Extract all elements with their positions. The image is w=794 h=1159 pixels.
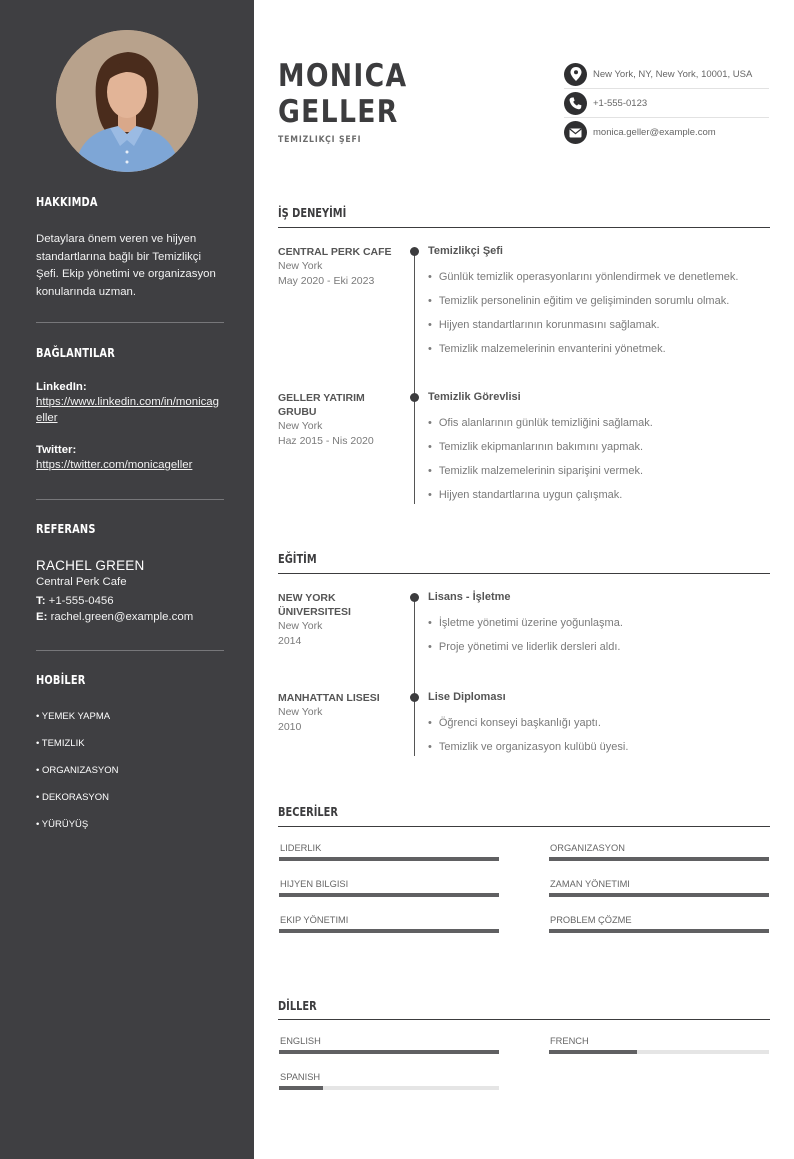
about-section [36, 195, 224, 209]
language-bar [549, 1050, 769, 1054]
degree-title: Lise Diploması [428, 691, 506, 703]
location: New York [278, 260, 323, 272]
organization: MANHATTAN LISESI [278, 692, 380, 704]
skill-label: ORGANIZASYON [550, 843, 625, 853]
skill-bar [549, 929, 769, 933]
contact-email [564, 118, 769, 147]
reference-phone-label: T: [36, 595, 46, 607]
list-item: • DEKORASYON [36, 792, 110, 803]
reference-phone-row [36, 593, 224, 609]
organization: NEW YORK ÜNIVERSITESI [278, 592, 351, 618]
first-name: MONICA [278, 58, 408, 94]
list-item: • ORGANIZASYON [36, 765, 119, 776]
avatar [56, 30, 198, 172]
skill-bar-fill [549, 893, 769, 897]
skills-title: BECERİLER [278, 805, 338, 819]
skill-bar [549, 857, 769, 861]
links-section [36, 346, 224, 360]
skill-bar-fill [279, 929, 499, 933]
contact-address [564, 60, 769, 89]
education-entry-1 [278, 591, 396, 649]
twitter-label: Twitter: [36, 444, 77, 456]
reference-phone: +1-555-0456 [48, 595, 114, 607]
skill-item [549, 842, 769, 861]
language-item [549, 1035, 769, 1054]
list-item: • Temizlik personelinin eğitim ve gelişiminden sorumlu olmak. [428, 295, 729, 307]
language-bar-fill [279, 1086, 323, 1090]
reference-company: Central Perk Cafe [36, 576, 127, 588]
contact-phone [564, 89, 769, 118]
role-title: Temizlikçi Şefi [428, 245, 503, 257]
education-timeline [414, 597, 415, 756]
person-name [278, 58, 407, 130]
email-text: monica.geller@example.com [593, 127, 716, 138]
sidebar-divider [36, 650, 224, 651]
phone-icon [564, 92, 587, 115]
list-item: • Temizlik malzemelerinin siparişini vermek. [428, 465, 643, 477]
list-item: • Öğrenci konseyi başkanlığı yaptı. [428, 717, 601, 729]
sidebar-divider [36, 322, 224, 323]
linkedin-link[interactable]: https://www.linkedin.com/in/monicageller [36, 396, 219, 424]
experience-title: İŞ DENEYİMİ [278, 206, 347, 220]
section-rule [278, 1019, 770, 1020]
role-title: Temizlik Görevlisi [428, 391, 521, 403]
list-item: • YEMEK YAPMA [36, 711, 111, 722]
degree-title: Lisans - İşletme [428, 591, 511, 603]
about-text-wrap [36, 231, 224, 301]
list-item: • YÜRÜYÜŞ [36, 819, 89, 830]
language-bar [279, 1050, 499, 1054]
education-entry-2 [278, 691, 396, 735]
hobbies-list [36, 710, 224, 845]
education-title: EĞİTİM [278, 552, 317, 566]
reference-email-row [36, 609, 224, 625]
language-bar-fill [549, 1050, 637, 1054]
skill-bar-fill [549, 929, 769, 933]
language-label: SPANISH [280, 1072, 321, 1082]
skill-item [279, 878, 499, 897]
reference-title: REFERANS [36, 522, 96, 536]
language-label: ENGLISH [280, 1036, 321, 1046]
timeline-dot [410, 693, 419, 702]
list-item: • Temizlik ekipmanlarının bakımını yapmak. [428, 441, 643, 453]
timeline-dot [410, 247, 419, 256]
skill-label: ZAMAN YÖNETIMI [550, 879, 630, 889]
reference-section [36, 522, 224, 536]
dates: Haz 2015 - Nis 2020 [278, 435, 374, 447]
language-bar [279, 1086, 499, 1090]
twitter-block [36, 444, 224, 473]
language-bar-fill [279, 1050, 499, 1054]
skill-item [279, 914, 499, 933]
envelope-icon [564, 121, 587, 144]
skill-label: PROBLEM ÇÖZME [550, 915, 632, 925]
timeline-dot [410, 593, 419, 602]
organization: CENTRAL PERK CAFE [278, 246, 392, 258]
location: New York [278, 620, 323, 632]
skill-label: LIDERLIK [280, 843, 322, 853]
skill-bar [279, 893, 499, 897]
list-item: • Hijyen standartlarına uygun çalışmak. [428, 489, 622, 501]
list-item: • Proje yönetimi ve liderlik dersleri aldı. [428, 641, 620, 653]
reference-name: RACHEL GREEN [36, 558, 145, 573]
section-rule [278, 826, 770, 827]
portrait-photo [56, 30, 198, 172]
section-rule [278, 227, 770, 228]
job-title: TEMIZLIKÇI ŞEFI [278, 135, 362, 145]
skill-item [279, 842, 499, 861]
list-item: • Ofis alanlarının günlük temizliğini sağlamak. [428, 417, 653, 429]
last-name: GELLER [278, 94, 399, 130]
skill-bar-fill [279, 893, 499, 897]
twitter-link[interactable]: https://twitter.com/monicageller [36, 459, 193, 471]
dates: 2010 [278, 721, 302, 733]
organization: GELLER YATIRIM GRUBU [278, 392, 365, 418]
sidebar [0, 0, 254, 1159]
address-text: New York, NY, New York, 10001, USA [593, 68, 753, 80]
experience-entry-1 [278, 245, 396, 289]
phone-text: +1-555-0123 [593, 97, 648, 109]
about-title: HAKKIMDA [36, 195, 98, 209]
linkedin-label: LinkedIn: [36, 381, 87, 393]
language-item [279, 1071, 499, 1090]
linkedin-block [36, 381, 224, 426]
map-pin-icon [564, 63, 587, 86]
dates: 2014 [278, 635, 302, 647]
dates: May 2020 - Eki 2023 [278, 275, 375, 287]
list-item: • TEMIZLIK [36, 738, 85, 749]
list-item: • Temizlik malzemelerinin envanterini yönetmek. [428, 343, 666, 355]
skill-bar [279, 857, 499, 861]
skill-label: HIJYEN BILGISI [280, 879, 349, 889]
reference-email-label: E: [36, 611, 48, 623]
sidebar-divider [36, 499, 224, 500]
skill-label: EKIP YÖNETIMI [280, 915, 349, 925]
section-rule [278, 573, 770, 574]
list-item: • Temizlik ve organizasyon kulübü üyesi. [428, 741, 628, 753]
experience-entry-2 [278, 391, 396, 449]
hobbies-section [36, 673, 224, 687]
language-label: FRENCH [550, 1036, 589, 1046]
timeline-dot [410, 393, 419, 402]
languages-title: DİLLER [278, 999, 317, 1013]
list-item: • Hijyen standartlarının korunmasını sağlamak. [428, 319, 660, 331]
reference-block [36, 558, 224, 625]
about-text: Detaylara önem veren ve hijyen standartlarına bağlı bir Temizlikçi Şefi. Ekip yönetimi ve organizasyon konularında uzman. [36, 233, 216, 298]
location: New York [278, 706, 323, 718]
reference-email: rachel.green@example.com [50, 611, 194, 623]
experience-timeline [414, 251, 415, 504]
language-item [279, 1035, 499, 1054]
skill-bar [279, 929, 499, 933]
list-item: • İşletme yönetimi üzerine yoğunlaşma. [428, 617, 623, 629]
skill-item [549, 878, 769, 897]
hobbies-title: HOBİLER [36, 673, 86, 687]
skill-bar-fill [279, 857, 499, 861]
list-item: • Günlük temizlik operasyonlarını yönlendirmek ve denetlemek. [428, 271, 738, 283]
skill-item [549, 914, 769, 933]
skill-bar-fill [549, 857, 769, 861]
location: New York [278, 420, 323, 432]
links-title: BAĞLANTILAR [36, 346, 115, 360]
skill-bar [549, 893, 769, 897]
